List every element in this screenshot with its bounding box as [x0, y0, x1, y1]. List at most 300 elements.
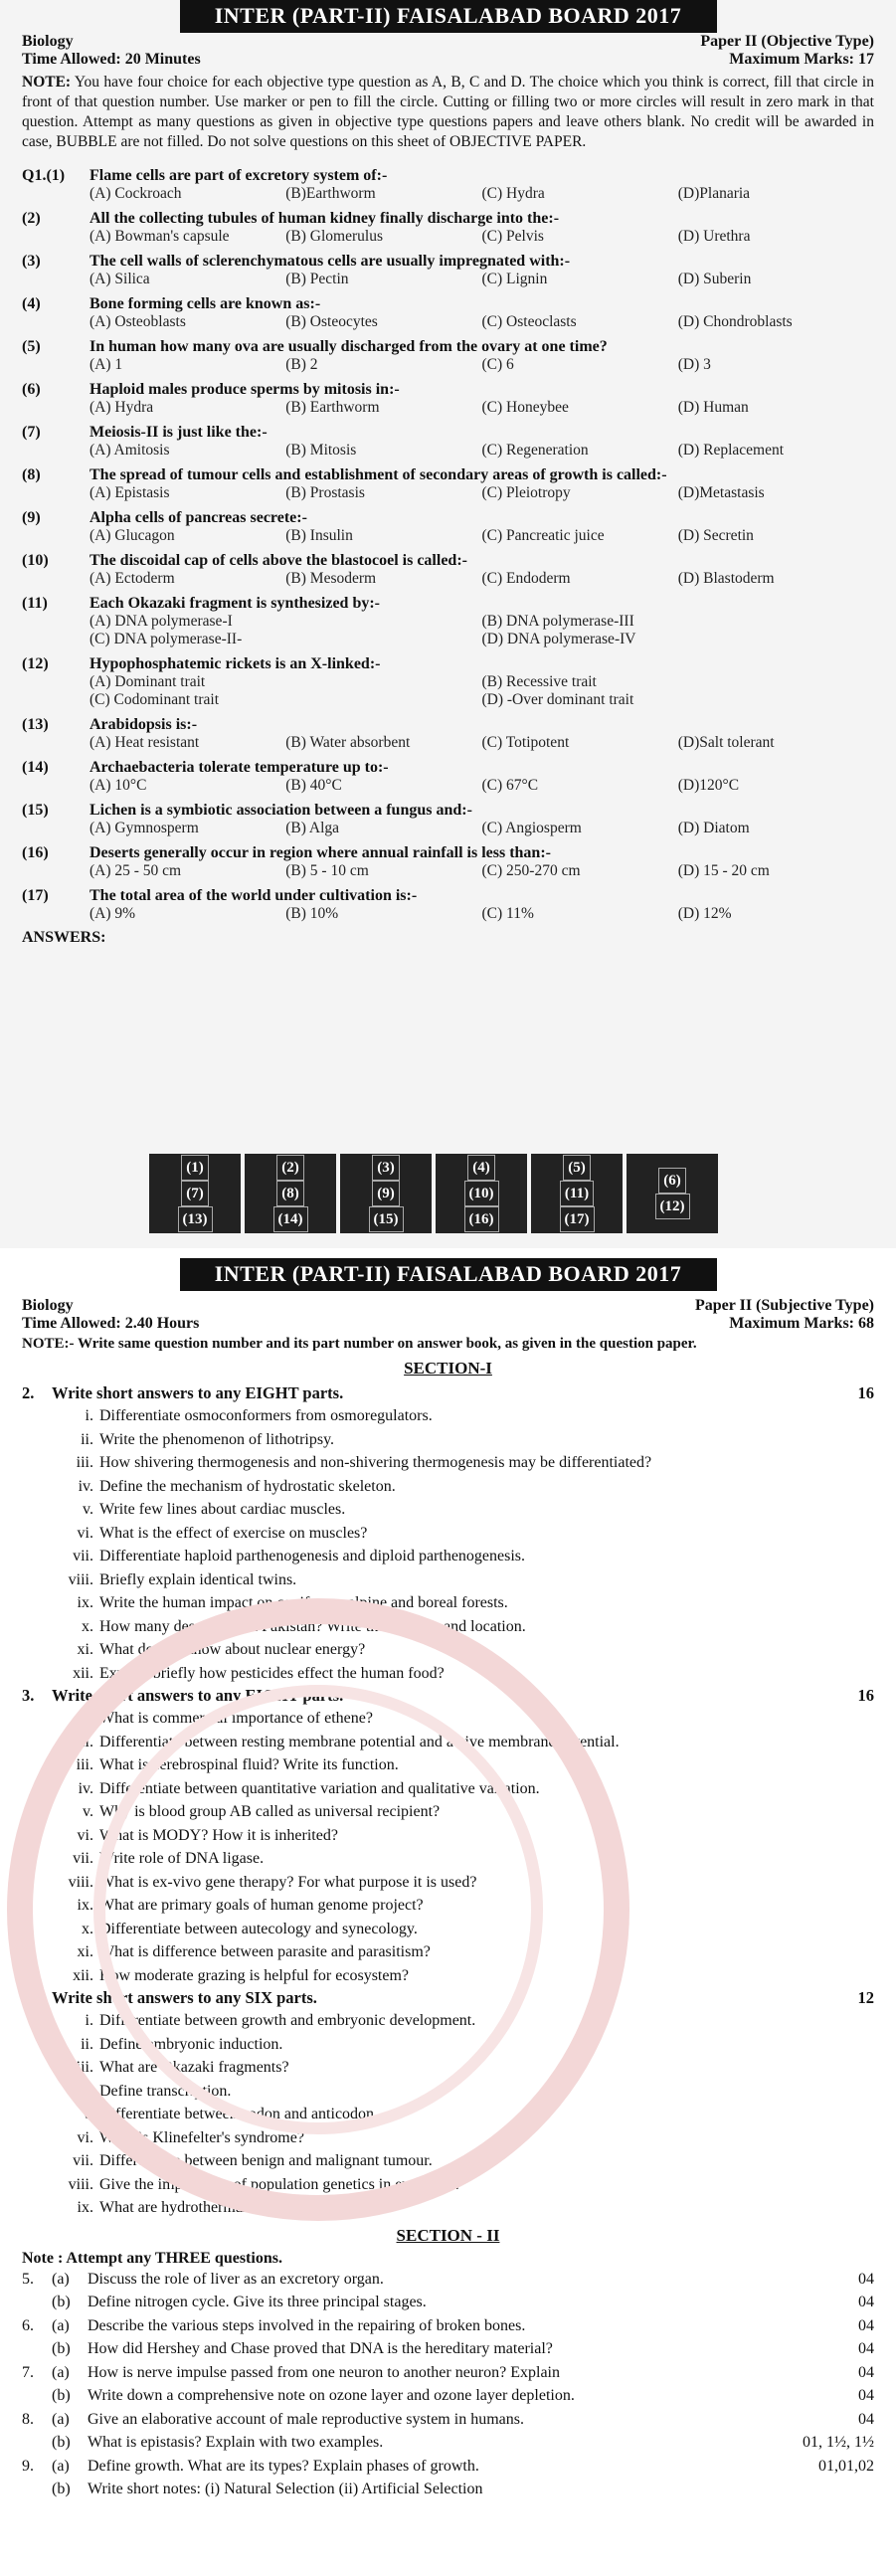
short-questions	[22, 1382, 874, 2220]
mcq-options	[22, 185, 874, 203]
answer-bubble[interactable]: (10)	[464, 1181, 499, 1206]
mcq-question	[22, 843, 874, 862]
part-text: Differentiate haploid parthenogenesis and diploid parthenogenesis.	[99, 1548, 526, 1564]
part-numeral: v.	[83, 1803, 93, 1820]
subjective-note: NOTE:- Write same question number and its part number on answer book, as given in the question paper.	[22, 1336, 697, 1352]
part-numeral: ix.	[77, 1594, 93, 1611]
answer-bubble[interactable]: (9)	[372, 1181, 400, 1206]
part-numeral: vii.	[73, 1850, 93, 1867]
part-letter: (a)	[52, 2363, 70, 2381]
part-numeral: vii.	[73, 2152, 93, 2169]
mcq-option: (B) Pectin	[285, 271, 349, 287]
part-numeral: x.	[82, 1920, 93, 1937]
answer-bubble[interactable]: (13)	[178, 1206, 213, 1232]
part-letter: (b)	[52, 2434, 71, 2451]
mcq-option: (D) DNA polymerase-IV	[481, 631, 636, 647]
short-question-part	[22, 1894, 874, 1918]
part-text: Explain briefly how pesticides effect the human food?	[99, 1664, 445, 1682]
part-text: How moderate grazing is helpful for ecosystem?	[99, 1966, 410, 1984]
answer-bubble[interactable]: (12)	[655, 1194, 690, 1219]
mcq-option: (A) 9%	[90, 905, 136, 922]
question-number	[22, 2337, 52, 2361]
question-stem: Haploid males produce sperms by mitosis in:-	[90, 381, 400, 398]
answer-column	[245, 1154, 336, 1233]
answer-bubble[interactable]: (17)	[560, 1206, 595, 1232]
part-text: Write role of DNA ligase.	[99, 1850, 265, 1867]
mcq-option: (D) Blastoderm	[677, 570, 775, 587]
question-stem: The discoidal cap of cells above the blastocoel is called:-	[90, 552, 467, 569]
mcq-option: (C) Hydra	[481, 185, 545, 202]
question-number: 8.	[22, 2410, 34, 2428]
part-letter: (a)	[52, 2457, 70, 2475]
mcq-option: (B) 40°C	[285, 777, 342, 794]
mcq-option: (C) Totipotent	[481, 734, 570, 751]
mcq-option: (B) 2	[285, 356, 318, 373]
question-stem: In human how many ova are usually discharged from the ovary at one time?	[90, 338, 608, 355]
mcq-option: (D) Human	[677, 399, 749, 416]
part-numeral: iii.	[76, 2059, 93, 2076]
short-question-part	[22, 1964, 874, 1988]
short-question-part	[22, 1824, 874, 1848]
part-letter: (b)	[52, 2387, 71, 2404]
short-question-part	[22, 2033, 874, 2057]
question-number: (17)	[22, 887, 49, 904]
short-question-part	[22, 1918, 874, 1941]
mcq-option: (C) Osteoclasts	[481, 313, 577, 330]
long-question-part	[22, 2408, 874, 2432]
mcq-question	[22, 465, 874, 484]
mcq-option: (A) 1	[90, 356, 123, 373]
mcq-option: (D) Suberin	[677, 271, 752, 287]
short-question-part	[22, 1545, 874, 1568]
short-question-part	[22, 2149, 874, 2173]
answer-bubble[interactable]: (11)	[560, 1181, 594, 1206]
mcq-option: (C) Codominant trait	[90, 691, 220, 708]
question-stem: Lichen is a symbiotic association between a fungus and:-	[90, 802, 472, 819]
short-question-part	[22, 1498, 874, 1522]
part-numeral: iv.	[78, 1477, 93, 1495]
question-number: (5)	[22, 338, 41, 355]
mcq-option: (B) Glomerulus	[285, 228, 383, 245]
long-question-part	[22, 2268, 874, 2292]
answer-bubble[interactable]: (14)	[273, 1206, 308, 1232]
part-text: Differentiate between resting membrane potential and active membrane potential.	[99, 1733, 620, 1750]
long-question-part	[22, 2361, 874, 2385]
mcq-option: (A) Osteoblasts	[90, 313, 186, 330]
long-question-part	[22, 2291, 874, 2314]
mcq-question	[22, 886, 874, 905]
mcq-option: (C) 250-270 cm	[481, 862, 581, 879]
mcq-option: (B) Alga	[285, 820, 340, 836]
mcq-option: (B) DNA polymerase-III	[481, 613, 634, 630]
answer-bubble[interactable]: (7)	[181, 1181, 209, 1206]
mcq-options	[22, 734, 874, 752]
answer-column	[340, 1154, 432, 1233]
part-text: Discuss the role of liver as an excretory organ.	[88, 2270, 384, 2288]
subject-label: Biology	[22, 33, 74, 50]
part-marks: 04	[858, 2316, 874, 2334]
mcq-option: (D)Metastasis	[677, 484, 765, 501]
question-marks: 16	[857, 1383, 874, 1402]
mcq-question	[22, 209, 874, 228]
short-question-part	[22, 1777, 874, 1801]
part-text: Differentiate osmoconformers from osmoregulators.	[99, 1407, 433, 1424]
long-questions	[22, 2268, 874, 2501]
mcq-option: (A) Gymnosperm	[90, 820, 199, 836]
answer-bubble[interactable]: (2)	[276, 1155, 304, 1181]
mcq-option: (A) 25 - 50 cm	[90, 862, 182, 879]
part-numeral: i.	[85, 1407, 93, 1424]
mcq-options	[22, 313, 874, 331]
question-stem: All the collecting tubules of human kidney finally discharge into the:-	[90, 210, 560, 227]
question-number: (8)	[22, 466, 41, 483]
answer-bubble[interactable]: (5)	[563, 1155, 591, 1181]
short-question-part	[22, 1451, 874, 1475]
objective-paper	[0, 0, 896, 1248]
part-numeral: ix.	[77, 2199, 93, 2216]
mcq-option: (C) 6	[481, 356, 514, 373]
question-stem: Deserts generally occur in region where annual rainfall is less than:-	[90, 844, 551, 861]
question-stem: Flame cells are part of excretory system of:-	[90, 167, 388, 184]
mcq-options	[22, 673, 874, 709]
short-question-part	[22, 1847, 874, 1871]
part-text: Why is blood group AB called as universal recipient?	[99, 1803, 441, 1820]
short-question-part	[22, 1753, 874, 1777]
question-stem: Alpha cells of pancreas secrete:-	[90, 509, 307, 526]
mcq-option: (A) 10°C	[90, 777, 147, 794]
part-text: Write short notes: (i) Natural Selection (ii) Artificial Selection	[88, 2481, 483, 2497]
long-question-part	[22, 2337, 874, 2361]
part-marks: 04	[858, 2387, 874, 2404]
mcq-question	[22, 166, 874, 185]
part-marks: 04	[858, 2340, 874, 2357]
part-numeral: ii.	[81, 2035, 93, 2053]
short-question-part	[22, 1615, 874, 1639]
part-numeral: vii.	[73, 1548, 93, 1564]
part-letter: (b)	[52, 2481, 71, 2497]
mcq-options	[22, 484, 874, 502]
part-marks: 04	[858, 2363, 874, 2381]
mcq-option: (C) Lignin	[481, 271, 548, 287]
mcq-options	[22, 570, 874, 588]
time-allowed: Time Allowed: 20 Minutes	[22, 51, 201, 68]
mcq-option: (C) Pleiotropy	[481, 484, 571, 501]
part-numeral: iv.	[78, 2082, 93, 2100]
part-text: Differentiate between codon and anticodon.	[99, 2106, 379, 2122]
long-question-part	[22, 2431, 874, 2455]
paper-type: Paper II (Subjective Type)	[695, 1297, 874, 1314]
mcq-options	[22, 777, 874, 795]
answer-bubble[interactable]: (15)	[369, 1206, 404, 1232]
subjective-header-row-1	[22, 1297, 874, 1315]
short-question-part	[22, 2080, 874, 2104]
question-number: (7)	[22, 424, 41, 441]
mcq-option: (A) Hydra	[90, 399, 154, 416]
answers-label: ANSWERS:	[22, 929, 106, 946]
part-marks: 04	[858, 2270, 874, 2288]
answer-column	[436, 1154, 527, 1233]
short-question-part	[22, 1871, 874, 1895]
max-marks: Maximum Marks: 68	[729, 1315, 874, 1332]
question-marks: 16	[857, 1686, 874, 1705]
question-number: (6)	[22, 381, 41, 398]
short-question-part	[22, 1522, 874, 1546]
mcq-question	[22, 715, 874, 734]
mcq-question	[22, 252, 874, 271]
question-number: (9)	[22, 509, 41, 526]
mcq-options	[22, 820, 874, 837]
mcq-option: (C) Endoderm	[481, 570, 571, 587]
part-text: Define nitrogen cycle. Give its three principal stages.	[88, 2294, 427, 2310]
question-stem: The total area of the world under cultivation is:-	[90, 887, 418, 904]
mcq-question	[22, 423, 874, 442]
part-numeral: viii.	[68, 1570, 93, 1588]
short-question-part	[22, 1591, 874, 1615]
part-marks	[755, 2478, 874, 2501]
part-letter: (a)	[52, 2316, 70, 2334]
question-number	[22, 2384, 52, 2408]
question-number: 9.	[22, 2457, 34, 2475]
part-numeral: i.	[85, 1710, 93, 1727]
part-text: What do you know about nuclear energy?	[99, 1641, 366, 1658]
short-question-part	[22, 2173, 874, 2197]
question-number: 6.	[22, 2316, 34, 2334]
part-text: Describe the various steps involved in the repairing of broken bones.	[88, 2316, 526, 2334]
answer-bubble[interactable]: (6)	[658, 1168, 686, 1194]
mcq-option: (C) Honeybee	[481, 399, 569, 416]
part-text: Write down a comprehensive note on ozone layer and ozone layer depletion.	[88, 2387, 575, 2404]
mcq-option: (B) Osteocytes	[285, 313, 378, 330]
mcq-option: (A) Cockroach	[90, 185, 182, 202]
mcq-option: (D) Urethra	[677, 228, 751, 245]
mcq-option: (A) Bowman's capsule	[90, 228, 230, 245]
answer-column	[531, 1154, 623, 1233]
mcq-options	[22, 613, 874, 648]
part-numeral: viii.	[68, 1873, 93, 1891]
question-marks: 12	[857, 1988, 874, 2007]
short-question-heading	[22, 1987, 874, 2009]
short-question-part	[22, 1638, 874, 1662]
mcq-option: (C) Regeneration	[481, 442, 589, 459]
question-number	[22, 2431, 52, 2455]
subjective-paper	[0, 1258, 896, 2576]
short-question-heading	[22, 1685, 874, 1707]
part-numeral: vi.	[77, 1826, 93, 1844]
answer-column	[149, 1154, 241, 1233]
answers-grid	[149, 1154, 718, 1233]
long-question-part	[22, 2314, 874, 2338]
part-numeral: vi.	[77, 2128, 93, 2146]
question-number: (12)	[22, 655, 49, 672]
part-numeral: viii.	[68, 2175, 93, 2193]
part-numeral: vi.	[77, 1524, 93, 1542]
part-text: What is epistasis? Explain with two examples.	[88, 2434, 384, 2451]
objective-header-row-1	[22, 33, 874, 51]
mcq-option: (A) Heat resistant	[90, 734, 200, 751]
question-stem: Each Okazaki fragment is synthesized by:-	[90, 595, 380, 612]
part-numeral: ii.	[81, 1733, 93, 1750]
part-numeral: xi.	[77, 1641, 93, 1658]
part-text: Briefly explain identical twins.	[99, 1570, 297, 1588]
mcq-option: (B) Water absorbent	[285, 734, 411, 751]
part-text: What are hydrothermal vents?	[99, 2199, 292, 2216]
short-question-part	[22, 2009, 874, 2033]
mcq-options	[22, 862, 874, 880]
mcq-option: (C) Pelvis	[481, 228, 544, 245]
short-question-part	[22, 1568, 874, 1592]
objective-note	[22, 73, 874, 152]
part-text: Define embryonic induction.	[99, 2035, 283, 2053]
mcq-option: (B) Mitosis	[285, 442, 357, 459]
question-number: (4)	[22, 295, 41, 312]
part-text: What is commercial importance of ethene?	[99, 1710, 373, 1727]
question-stem: Arabidopsis is:-	[90, 716, 198, 733]
answer-bubble[interactable]: (4)	[467, 1155, 495, 1181]
mcq-options	[22, 356, 874, 374]
part-numeral: x.	[82, 1617, 93, 1635]
part-numeral: i.	[85, 2012, 93, 2029]
part-text: Write the human impact on coniferous alpine and boreal forests.	[99, 1594, 508, 1611]
mcq-list	[22, 166, 874, 923]
mcq-option: (A) Amitosis	[90, 442, 170, 459]
question-number	[22, 2291, 52, 2314]
mcq-question	[22, 594, 874, 613]
part-text: What is cerebrospinal fluid? Write its function.	[99, 1756, 399, 1773]
part-marks: 01, 1½, 1½	[803, 2434, 874, 2451]
mcq-question	[22, 551, 874, 570]
mcq-option: (D) Diatom	[677, 820, 750, 836]
question-number: (14)	[22, 759, 49, 776]
question-number: (3)	[22, 253, 41, 270]
mcq-options	[22, 228, 874, 246]
mcq-option: (C) 11%	[481, 905, 534, 922]
part-text: How did Hershey and Chase proved that DNA is the hereditary material?	[88, 2340, 553, 2357]
mcq-question	[22, 337, 874, 356]
mcq-option: (D) Chondroblasts	[677, 313, 793, 330]
mcq-question	[22, 508, 874, 527]
part-numeral: ii.	[81, 1430, 93, 1448]
mcq-option: (A) Dominant trait	[90, 673, 206, 690]
question-title: Write short answers to any EIGHT parts.	[52, 1383, 344, 1402]
part-text: Give an elaborative account of male reproductive system in humans.	[88, 2410, 524, 2428]
long-question-part	[22, 2384, 874, 2408]
time-allowed: Time Allowed: 2.40 Hours	[22, 1315, 200, 1332]
long-question-part	[22, 2455, 874, 2479]
max-marks: Maximum Marks: 17	[729, 51, 874, 68]
part-text: How shivering thermogenesis and non-shivering thermogenesis may be differentiated?	[99, 1454, 652, 1471]
mcq-options	[22, 271, 874, 288]
question-stem: The spread of tumour cells and establishment of secondary areas of growth is called:-	[90, 466, 667, 483]
question-number: (16)	[22, 844, 49, 861]
part-marks: 04	[858, 2410, 874, 2428]
section-2-title: SECTION - II	[396, 2225, 500, 2245]
question-number: (13)	[22, 716, 49, 733]
question-number: 4.	[22, 1988, 35, 2007]
short-question-part	[22, 1800, 874, 1824]
part-marks: 01,01,02	[818, 2457, 874, 2475]
part-numeral: iv.	[78, 1779, 93, 1797]
question-title: Write short answers to any EIGHT parts.	[52, 1686, 344, 1705]
paper-type: Paper II (Objective Type)	[700, 33, 874, 50]
note-label: NOTE:	[22, 74, 72, 91]
short-question-part	[22, 1940, 874, 1964]
question-stem: Archaebacteria tolerate temperature up to:-	[90, 759, 389, 776]
question-number: Q1.(1)	[22, 167, 66, 184]
mcq-option: (C) DNA polymerase-II-	[90, 631, 243, 647]
answer-bubble[interactable]: (16)	[464, 1206, 499, 1232]
section-1-title: SECTION-I	[404, 1359, 492, 1378]
question-number: (15)	[22, 802, 49, 819]
short-question-part	[22, 2126, 874, 2150]
mcq-question	[22, 294, 874, 313]
mcq-option: (B)Earthworm	[285, 185, 376, 202]
mcq-option: (B) Earthworm	[285, 399, 380, 416]
part-text: How many deserts are in Pakistan? Write their names and location.	[99, 1617, 526, 1635]
part-text: What is ex-vivo gene therapy? For what purpose it is used?	[99, 1873, 477, 1891]
answer-column	[627, 1154, 718, 1233]
short-question-part	[22, 1404, 874, 1428]
part-text: What is difference between parasite and parasitism?	[99, 1943, 431, 1960]
answer-bubble[interactable]: (3)	[372, 1155, 400, 1181]
short-question-part	[22, 1731, 874, 1754]
question-number: 5.	[22, 2270, 34, 2288]
mcq-options	[22, 399, 874, 417]
part-text: Differentiate between quantitative variation and qualitative variation.	[99, 1779, 540, 1797]
question-number: 3.	[22, 1686, 35, 1705]
part-letter: (b)	[52, 2294, 71, 2310]
answer-bubble[interactable]: (8)	[276, 1181, 304, 1206]
question-stem: Bone forming cells are known as:-	[90, 295, 321, 312]
short-question-part	[22, 1662, 874, 1686]
part-numeral: v.	[83, 2106, 93, 2122]
part-text: Write few lines about cardiac muscles.	[99, 1501, 346, 1518]
answer-bubble[interactable]: (1)	[181, 1155, 209, 1181]
mcq-option: (B) 5 - 10 cm	[285, 862, 369, 879]
mcq-option: (D) Replacement	[677, 442, 785, 459]
short-question-heading	[22, 1382, 874, 1404]
mcq-question	[22, 654, 874, 673]
short-question-part	[22, 2196, 874, 2220]
part-letter: (a)	[52, 2410, 70, 2428]
part-text: Define growth. What are its types? Explain phases of growth.	[88, 2457, 479, 2475]
part-numeral: xi.	[77, 1943, 93, 1960]
question-stem: Meiosis-II is just like the:-	[90, 424, 268, 441]
objective-header-row-2	[22, 51, 874, 69]
question-stem: The cell walls of sclerenchymatous cells are usually impregnated with:-	[90, 253, 571, 270]
subjective-header-row-2	[22, 1315, 874, 1333]
mcq-option: (D) 12%	[677, 905, 732, 922]
question-number: (2)	[22, 210, 41, 227]
part-text: How is nerve impulse passed from one neuron to another neuron? Explain	[88, 2363, 560, 2381]
mcq-option: (B) Mesoderm	[285, 570, 377, 587]
mcq-option: (A) Silica	[90, 271, 150, 287]
part-numeral: iii.	[76, 1454, 93, 1471]
part-numeral: v.	[83, 1501, 93, 1518]
question-number: (11)	[22, 595, 48, 612]
part-numeral: ix.	[77, 1897, 93, 1914]
mcq-option: (B) Prostasis	[285, 484, 365, 501]
mcq-option: (B) Insulin	[285, 527, 353, 544]
note-text: You have four choice for each objective type question as A, B, C and D. The choice which you think is correct, fill that circle in front of that question number. Use marker or pen to fill the circle. Cutting or filling two or more circles will result in zero mark in that question. Attempt as many questions as given in objective type questions papers and leave others blank. No credit will be awarded in case, BUBBLE are not filled. Do not solve questions on this sheet of OBJECTIVE PAPER.	[22, 74, 874, 150]
part-text: What is MODY? How it is inherited?	[99, 1826, 338, 1844]
objective-banner: INTER (PART-II) FAISALABAD BOARD 2017	[180, 0, 717, 33]
mcq-option: (C) Angiosperm	[481, 820, 582, 836]
mcq-options	[22, 442, 874, 460]
mcq-question	[22, 758, 874, 777]
mcq-option: (D) Secretin	[677, 527, 754, 544]
question-number: 2.	[22, 1383, 35, 1402]
part-text: What are primary goals of human genome project?	[99, 1897, 424, 1914]
